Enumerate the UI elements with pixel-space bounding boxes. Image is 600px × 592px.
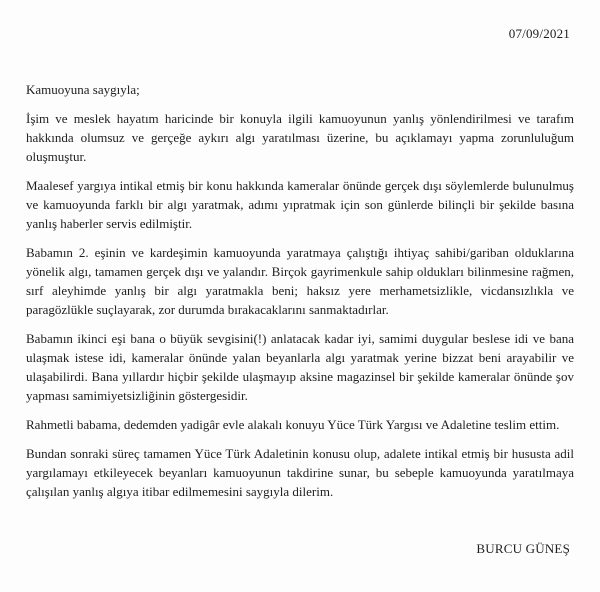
paragraph-2: Maalesef yargıya intikal etmiş bir konu hakkında kameralar önünde gerçek dışı söylemlerde bulunulmuş ve kamuoyunda farklı bir algı yaratmak, adımı yıpratmak için son günlerde bilinçli bir şekilde basına yanlış haberler servis edilmiştir. bbox=[26, 178, 574, 231]
signature-name: BURCU GÜNEŞ bbox=[476, 541, 570, 556]
paragraph-3: Babamın 2. eşinin ve kardeşimin kamuoyunda yaratmaya çalıştığı ihtiyaç sahibi/gariban olduklarına yönelik algı, tamamen gerçek dışı ve yalandır. Birçok gayrimenkule sahip oldukları bilinmesine rağmen, sırf aleyhimde yanlış bir algı yaratmakla beni; haksız yere merhametsizlikle, vicdansızlıkla ve paragözlükle suçlayarak, zor durumda bırakacaklarını sanmaktadırlar. bbox=[26, 245, 574, 317]
paragraph-5: Rahmetli babama, dedemden yadigâr evle alakalı konuyu Yüce Türk Yargısı ve Adaletine teslim ettim. bbox=[26, 417, 560, 432]
paragraph-6: Bundan sonraki süreç tamamen Yüce Türk Adaletinin konusu olup, adalete intikal etmiş bir hususta adil yargılamayı etkileyecek beyanları kamuoyunun takdirine sunar, bu sebeple kamuoyunda yaratılmaya çalışılan yanlış algıya itibar edilmemesini saygıyla dilerim. bbox=[26, 446, 574, 499]
document-body bbox=[26, 80, 574, 511]
salutation: Kamuoyuna saygıyla; bbox=[26, 82, 140, 97]
paragraph-1: İşim ve meslek hayatım haricinde bir konuyla ilgili kamuoyunun yanlış yönlendirilmesi ve tarafım hakkında olumsuz ve gerçeğe aykırı algı yaratılması üzerine, bu açıklamayı yapma zorunluluğum oluşmuştur. bbox=[26, 111, 574, 164]
document-date: 07/09/2021 bbox=[508, 26, 570, 41]
paragraph-4: Babamın ikinci eşi bana o büyük sevgisini(!) anlatacak kadar iyi, samimi duygular beslese idi ve bana ulaşmak istese idi, kameralar önünde yalan beyanlarla algı yaratmak yerine bizzat beni arayabilir ve ulaşabilirdi. Bana yıllardır hiçbir şekilde ulaşmayıp aksine magazinsel bir şekilde kameralar önünde şov yapması samimiyetsizliğinin göstergesidir. bbox=[26, 331, 574, 403]
